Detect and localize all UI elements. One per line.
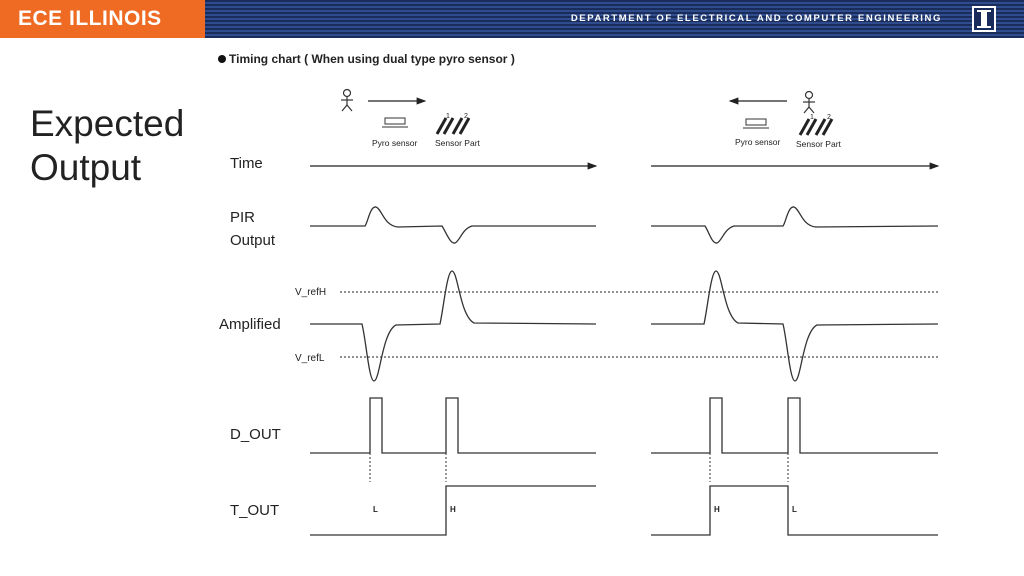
pyro-sensor-label-right: Pyro sensor xyxy=(735,137,781,147)
pir-output-wave-right xyxy=(651,207,938,243)
pir-label-line1: PIR xyxy=(230,209,256,226)
pyro-sensor-label-left: Pyro sensor xyxy=(372,138,418,148)
dout-label: D_OUT xyxy=(230,426,281,443)
tout-level-right-first: H xyxy=(714,505,720,514)
bullet-icon xyxy=(218,55,226,63)
amplified-wave-right xyxy=(651,271,938,381)
sensor-part-label-right: Sensor Part xyxy=(796,139,841,149)
pir-output-wave-left xyxy=(310,207,596,243)
dout-wave-left xyxy=(310,398,596,453)
time-label: Time xyxy=(230,155,263,172)
department-name: DEPARTMENT OF ELECTRICAL AND COMPUTER ENGINEERING xyxy=(570,13,942,24)
vrefl-label: V_refL xyxy=(295,353,325,364)
amplified-label: Amplified xyxy=(219,316,281,333)
person-icon xyxy=(803,92,815,114)
tout-level-left-second: H xyxy=(450,505,456,514)
element-1-label: 1 xyxy=(446,113,450,120)
sensor-part-label-left: Sensor Part xyxy=(435,138,480,148)
dout-wave-right xyxy=(651,398,938,453)
element-2-label-right: 2 xyxy=(827,114,831,121)
trigger-guides xyxy=(370,453,788,482)
slide-title-line2: Output xyxy=(30,147,142,188)
diagram-heading: Timing chart ( When using dual type pyro sensor ) xyxy=(229,52,515,66)
pyro-sensor-icon xyxy=(382,118,408,127)
element-1-label-right: 1 xyxy=(810,114,814,121)
sensor-part-icon xyxy=(437,118,469,134)
person-icon xyxy=(341,90,353,112)
brand-logo: ECE ILLINOIS xyxy=(0,0,205,38)
element-2-label: 2 xyxy=(464,113,468,120)
amplified-wave-left xyxy=(310,271,596,381)
tout-level-left-first: L xyxy=(373,505,378,514)
vrefh-label: V_refH xyxy=(295,287,327,298)
pyro-sensor-icon xyxy=(743,119,769,128)
sensor-part-icon xyxy=(800,119,832,135)
tout-label: T_OUT xyxy=(230,502,280,519)
slide-title-line1: Expected xyxy=(30,103,185,144)
pir-label-line2: Output xyxy=(230,232,276,249)
tout-level-right-second: L xyxy=(792,505,797,514)
